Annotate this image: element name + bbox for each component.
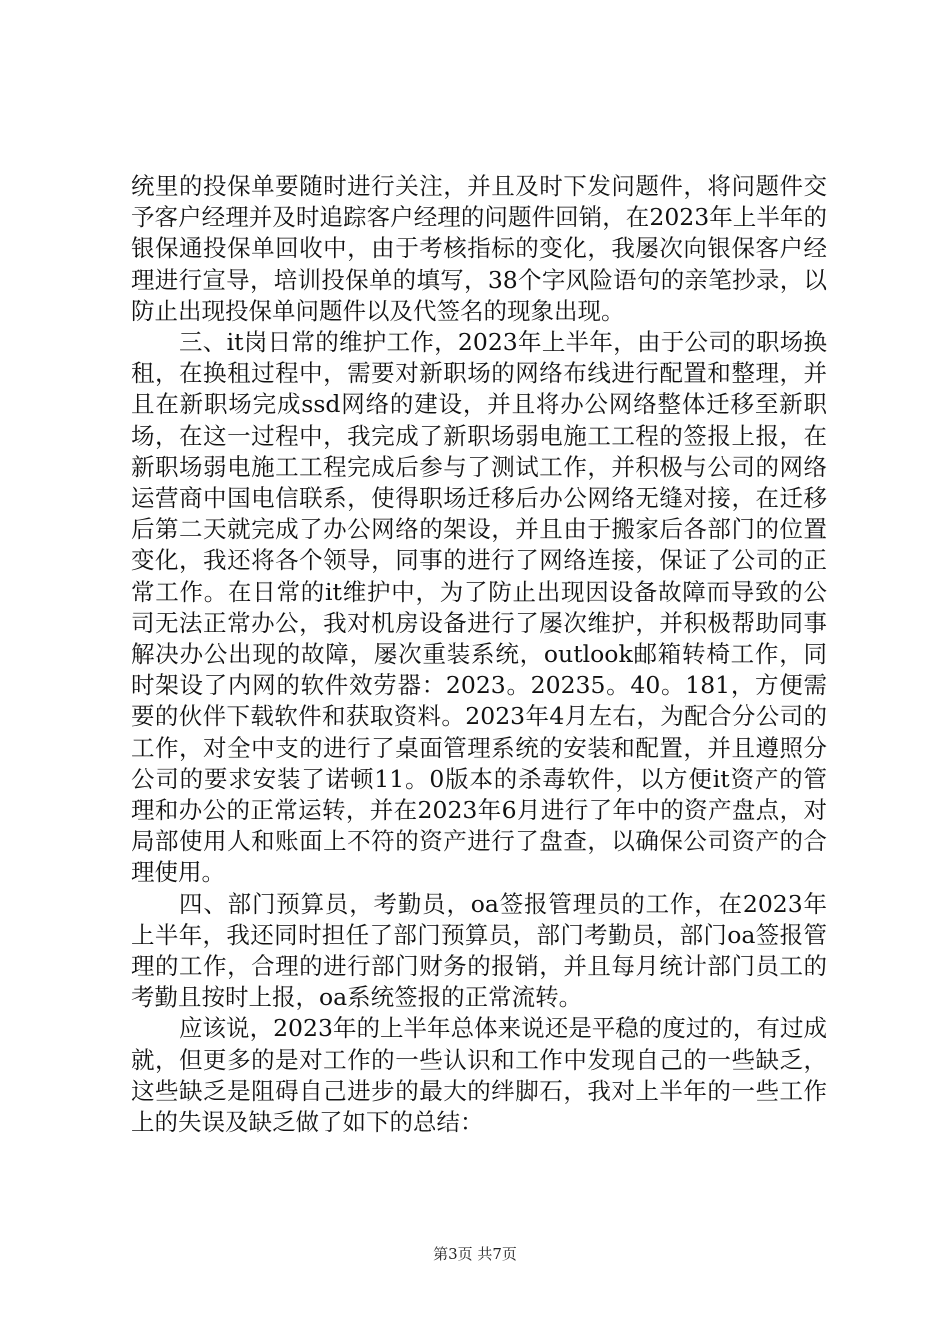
document-body (131, 171, 827, 1138)
paragraph-summary: 应该说，2023年的上半年总体来说还是平稳的度过的，有过成就，但更多的是对工作的一些认识和工作中发现自己的一些缺乏，这些缺乏是阻碍自己进步的最大的绊脚石，我对上半年的一些工作上的失误及缺乏做了如下的总结： (131, 1014, 827, 1137)
page-number-footer: 第3页 共7页 (433, 1245, 517, 1263)
paragraph-department-roles: 四、部门预算员，考勤员，oa签报管理员的工作，在2023年上半年，我还同时担任了部门预算员，部门考勤员，部门oa签报管理的工作，合理的进行部门财务的报销，并且每月统计部门员工的考勤且按时上报，oa系统签报的正常流转。 (131, 889, 827, 1012)
paragraph-it-maintenance: 三、it岗日常的维护工作，2023年上半年，由于公司的职场换租，在换租过程中，需要对新职场的网络布线进行配置和整理，并且在新职场完成ssd网络的建设，并且将办公网络整体迁移至新职场，在这一过程中，我完成了新职场弱电施工工程的签报上报，在新职场弱电施工工程完成后参与了测试工作，并积极与公司的网络运营商中国电信联系，使得职场迁移后办公网络无缝对接，在迁移后第二天就完成了办公网络的架设，并且由于搬家后各部门的位置变化，我还将各个领导，同事的进行了网络连接，保证了公司的正常工作。在日常的it维护中，为了防止出现因设备故障而导致的公司无法正常办公，我对机房设备进行了屡次维护，并积极帮助同事解决办公出现的故障，屡次重装系统，outlook邮箱转椅工作，同时架设了内网的软件效劳器：2023。20235。40。181，方便需要的伙伴下载软件和获取资料。2023年4月左右，为配合分公司的工作，对全中支的进行了桌面管理系统的安装和配置，并且遵照分公司的要求安装了诺顿11。0版本的杀毒软件，以方便it资产的管理和办公的正常运转，并在2023年6月进行了年中的资产盘点，对局部使用人和账面上不符的资产进行了盘查，以确保公司资产的合理使用。 (131, 328, 827, 887)
paragraph-policy-followup: 统里的投保单要随时进行关注，并且及时下发问题件，将问题件交予客户经理并及时追踪客户经理的问题件回销，在2023年上半年的银保通投保单回收中，由于考核指标的变化，我屡次向银保客户经理进行宣导，培训投保单的填写，38个字风险语句的亲笔抄录，以防止出现投保单问题件以及代签名的现象出现。 (131, 172, 827, 325)
